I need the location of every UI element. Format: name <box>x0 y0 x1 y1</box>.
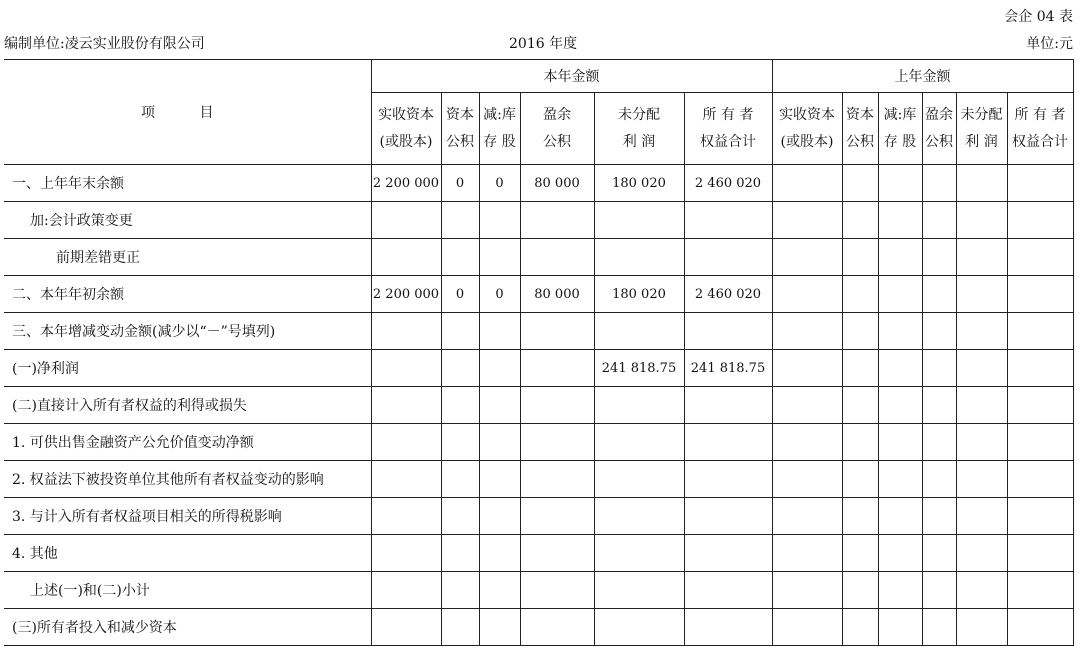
previous-value-cell <box>1007 350 1073 387</box>
column-header-line: 盈余 <box>925 106 953 123</box>
report-year: 2016 年度 <box>509 36 578 52</box>
table-header <box>4 60 1073 165</box>
current-value-cell <box>371 424 441 461</box>
previous-value-cell <box>878 165 922 202</box>
table-row <box>4 202 1073 239</box>
current-value-cell <box>441 572 479 609</box>
current-value-cell <box>594 313 684 350</box>
previous-value-cell <box>772 461 842 498</box>
column-header-line: 减:库 <box>883 106 917 123</box>
row-label: (二)直接计入所有者权益的利得或损失 <box>4 387 371 424</box>
current-value-cell <box>684 202 772 239</box>
table-row <box>4 572 1073 609</box>
current-value-cell <box>441 202 479 239</box>
previous-value-cell <box>922 313 956 350</box>
row-label: 一、上年年末余额 <box>4 165 371 202</box>
current-value-cell <box>520 387 594 424</box>
table-row <box>4 461 1073 498</box>
current-value-cell <box>594 461 684 498</box>
table-row <box>4 535 1073 572</box>
previous-value-cell <box>1007 572 1073 609</box>
previous-value-cell <box>922 276 956 313</box>
item-column-header: 项 目 <box>4 60 371 165</box>
current-value-cell <box>684 572 772 609</box>
current-value-cell <box>371 498 441 535</box>
current-value-cell <box>479 498 520 535</box>
current-column-header <box>479 93 520 165</box>
current-value-cell <box>441 424 479 461</box>
previous-value-cell <box>1007 424 1073 461</box>
previous-value-cell <box>772 313 842 350</box>
current-value-cell: 241 818.75 <box>684 350 772 387</box>
current-value-cell <box>479 535 520 572</box>
current-column-header <box>441 93 479 165</box>
previous-value-cell <box>842 424 878 461</box>
previous-value-cell <box>922 239 956 276</box>
previous-value-cell <box>842 239 878 276</box>
current-value-cell <box>594 572 684 609</box>
column-header-line: 利 润 <box>965 133 998 150</box>
table-row <box>4 498 1073 535</box>
previous-value-cell <box>772 609 842 646</box>
previous-value-cell <box>956 387 1007 424</box>
current-column-header <box>371 93 441 165</box>
current-value-cell <box>684 239 772 276</box>
current-value-cell <box>441 239 479 276</box>
table-row <box>4 165 1073 202</box>
previous-value-cell <box>956 239 1007 276</box>
previous-value-cell <box>922 165 956 202</box>
previous-value-cell <box>772 572 842 609</box>
current-value-cell: 2 200 000 <box>371 165 441 202</box>
column-header-line: 资本 <box>846 106 874 123</box>
previous-value-cell <box>956 609 1007 646</box>
previous-value-cell <box>772 535 842 572</box>
previous-value-cell <box>1007 535 1073 572</box>
previous-value-cell <box>956 276 1007 313</box>
table-row <box>4 276 1073 313</box>
column-header-line: 所 有 者 <box>1014 106 1066 123</box>
previous-value-cell <box>842 572 878 609</box>
column-header-line: 减:库 <box>483 106 516 123</box>
current-value-cell <box>684 498 772 535</box>
previous-value-cell <box>922 424 956 461</box>
previous-value-cell <box>842 609 878 646</box>
previous-value-cell <box>1007 202 1073 239</box>
current-value-cell <box>371 535 441 572</box>
column-header-line: 公积 <box>446 133 474 150</box>
row-label: 4. 其他 <box>4 535 371 572</box>
column-header-line: 未分配 <box>618 106 660 123</box>
previous-value-cell <box>772 424 842 461</box>
current-value-cell <box>479 609 520 646</box>
current-value-cell <box>441 313 479 350</box>
column-header-line: 权益合计 <box>1012 133 1068 150</box>
previous-value-cell <box>842 498 878 535</box>
previous-value-cell <box>956 202 1007 239</box>
current-value-cell <box>594 609 684 646</box>
current-value-cell <box>479 202 520 239</box>
previous-value-cell <box>842 202 878 239</box>
current-value-cell <box>520 461 594 498</box>
column-header-line: 利 润 <box>622 133 656 150</box>
current-value-cell <box>594 498 684 535</box>
current-value-cell: 241 818.75 <box>594 350 684 387</box>
previous-value-cell <box>922 535 956 572</box>
column-header-line: 存 股 <box>483 133 516 150</box>
equity-changes-table <box>4 59 1074 646</box>
current-value-cell: 80 000 <box>520 165 594 202</box>
current-value-cell <box>441 609 479 646</box>
current-value-cell: 0 <box>479 165 520 202</box>
column-header-line: 实收资本 <box>378 106 434 123</box>
current-value-cell <box>684 609 772 646</box>
row-label: 加:会计政策变更 <box>4 202 371 239</box>
currency-unit: 单位:元 <box>1026 36 1073 52</box>
previous-value-cell <box>956 498 1007 535</box>
previous-value-cell <box>956 424 1007 461</box>
current-value-cell <box>520 202 594 239</box>
current-value-cell <box>520 535 594 572</box>
current-value-cell <box>594 239 684 276</box>
table-row <box>4 609 1073 646</box>
current-value-cell <box>594 424 684 461</box>
current-value-cell <box>684 313 772 350</box>
current-value-cell <box>441 387 479 424</box>
current-value-cell <box>594 202 684 239</box>
current-column-header <box>684 93 772 165</box>
previous-column-header <box>922 93 956 165</box>
previous-value-cell <box>1007 498 1073 535</box>
current-value-cell: 0 <box>441 165 479 202</box>
row-label: 三、本年增减变动金额(减少以“－”号填列) <box>4 313 371 350</box>
table-row <box>4 424 1073 461</box>
table-row <box>4 350 1073 387</box>
current-value-cell: 2 460 020 <box>684 276 772 313</box>
previous-value-cell <box>956 350 1007 387</box>
previous-value-cell <box>842 535 878 572</box>
company-name: 编制单位:凌云实业股份有限公司 <box>4 36 205 52</box>
current-value-cell <box>479 350 520 387</box>
column-header-line: 实收资本 <box>779 106 835 123</box>
previous-value-cell <box>878 424 922 461</box>
column-header-line: 存 股 <box>883 133 917 150</box>
current-value-cell <box>594 535 684 572</box>
table-body <box>4 165 1073 646</box>
column-header-line: 所 有 者 <box>702 106 754 123</box>
previous-value-cell <box>922 461 956 498</box>
current-value-cell <box>441 461 479 498</box>
current-value-cell <box>479 313 520 350</box>
previous-value-cell <box>1007 387 1073 424</box>
previous-value-cell <box>772 276 842 313</box>
previous-value-cell <box>878 498 922 535</box>
current-value-cell <box>520 313 594 350</box>
previous-value-cell <box>922 498 956 535</box>
previous-value-cell <box>956 461 1007 498</box>
column-header-line: 盈余 <box>543 106 571 123</box>
previous-value-cell <box>878 535 922 572</box>
row-label: 二、本年年初余额 <box>4 276 371 313</box>
table-row <box>4 313 1073 350</box>
current-value-cell <box>520 239 594 276</box>
previous-value-cell <box>772 387 842 424</box>
previous-value-cell <box>956 313 1007 350</box>
previous-value-cell <box>878 350 922 387</box>
table-row <box>4 387 1073 424</box>
current-value-cell <box>371 461 441 498</box>
previous-value-cell <box>878 609 922 646</box>
previous-value-cell <box>1007 165 1073 202</box>
current-value-cell <box>479 387 520 424</box>
previous-value-cell <box>842 387 878 424</box>
current-value-cell: 180 020 <box>594 165 684 202</box>
current-value-cell <box>371 239 441 276</box>
current-value-cell <box>684 461 772 498</box>
column-header-line: 资本 <box>446 106 474 123</box>
previous-value-cell <box>878 202 922 239</box>
current-value-cell <box>441 350 479 387</box>
previous-value-cell <box>772 165 842 202</box>
report-info-bar <box>4 33 1073 53</box>
current-value-cell <box>441 535 479 572</box>
previous-value-cell <box>1007 276 1073 313</box>
previous-value-cell <box>842 165 878 202</box>
previous-column-header <box>1007 93 1073 165</box>
previous-value-cell <box>1007 239 1073 276</box>
current-value-cell: 180 020 <box>594 276 684 313</box>
row-label: 上述(一)和(二)小计 <box>4 572 371 609</box>
current-value-cell <box>520 498 594 535</box>
column-header-line: 未分配 <box>960 106 1003 123</box>
previous-value-cell <box>842 461 878 498</box>
current-value-cell <box>479 461 520 498</box>
current-value-cell <box>371 387 441 424</box>
current-column-header <box>594 93 684 165</box>
previous-value-cell <box>956 535 1007 572</box>
previous-value-cell <box>772 498 842 535</box>
row-label: (三)所有者投入和减少资本 <box>4 609 371 646</box>
row-label: 1. 可供出售金融资产公允价值变动净额 <box>4 424 371 461</box>
previous-value-cell <box>772 239 842 276</box>
current-year-header: 本年金额 <box>371 60 772 93</box>
previous-column-header <box>842 93 878 165</box>
previous-year-header: 上年金额 <box>772 60 1073 93</box>
previous-value-cell <box>878 572 922 609</box>
current-value-cell: 2 460 020 <box>684 165 772 202</box>
current-value-cell <box>520 424 594 461</box>
current-value-cell <box>371 202 441 239</box>
column-header-line: 权益合计 <box>700 133 756 150</box>
previous-value-cell <box>922 202 956 239</box>
column-header-line: 公积 <box>925 133 953 150</box>
previous-value-cell <box>772 202 842 239</box>
previous-column-header <box>956 93 1007 165</box>
current-value-cell: 2 200 000 <box>371 276 441 313</box>
column-header-line: 公积 <box>543 133 571 150</box>
column-header-line: (或股本) <box>379 133 433 150</box>
current-value-cell <box>479 572 520 609</box>
previous-value-cell <box>842 350 878 387</box>
current-value-cell <box>520 609 594 646</box>
current-value-cell <box>479 424 520 461</box>
previous-value-cell <box>878 239 922 276</box>
current-value-cell <box>684 387 772 424</box>
current-value-cell <box>684 535 772 572</box>
current-value-cell <box>371 350 441 387</box>
table-row <box>4 239 1073 276</box>
row-label: 3. 与计入所有者权益项目相关的所得税影响 <box>4 498 371 535</box>
row-label: 前期差错更正 <box>4 239 371 276</box>
column-header-line: 公积 <box>846 133 874 150</box>
previous-value-cell <box>1007 609 1073 646</box>
previous-value-cell <box>878 461 922 498</box>
current-value-cell <box>479 239 520 276</box>
current-value-cell <box>594 387 684 424</box>
previous-column-header <box>878 93 922 165</box>
previous-value-cell <box>956 572 1007 609</box>
previous-value-cell <box>878 387 922 424</box>
current-value-cell <box>520 572 594 609</box>
previous-value-cell <box>842 276 878 313</box>
current-value-cell: 0 <box>441 276 479 313</box>
current-value-cell <box>371 609 441 646</box>
row-label: (一)净利润 <box>4 350 371 387</box>
previous-value-cell <box>772 350 842 387</box>
current-value-cell <box>441 498 479 535</box>
previous-value-cell <box>878 313 922 350</box>
current-column-header <box>520 93 594 165</box>
previous-column-header <box>772 93 842 165</box>
previous-value-cell <box>922 572 956 609</box>
current-value-cell <box>520 350 594 387</box>
previous-value-cell <box>842 313 878 350</box>
current-value-cell: 80 000 <box>520 276 594 313</box>
row-label: 2. 权益法下被投资单位其他所有者权益变动的影响 <box>4 461 371 498</box>
previous-value-cell <box>922 609 956 646</box>
current-value-cell <box>684 424 772 461</box>
current-value-cell: 0 <box>479 276 520 313</box>
previous-value-cell <box>922 350 956 387</box>
current-value-cell <box>371 572 441 609</box>
form-code: 会企 04 表 <box>1004 9 1073 25</box>
previous-value-cell <box>878 276 922 313</box>
previous-value-cell <box>956 165 1007 202</box>
previous-value-cell <box>1007 461 1073 498</box>
previous-value-cell <box>1007 313 1073 350</box>
current-value-cell <box>371 313 441 350</box>
column-header-line: (或股本) <box>780 133 834 150</box>
previous-value-cell <box>922 387 956 424</box>
